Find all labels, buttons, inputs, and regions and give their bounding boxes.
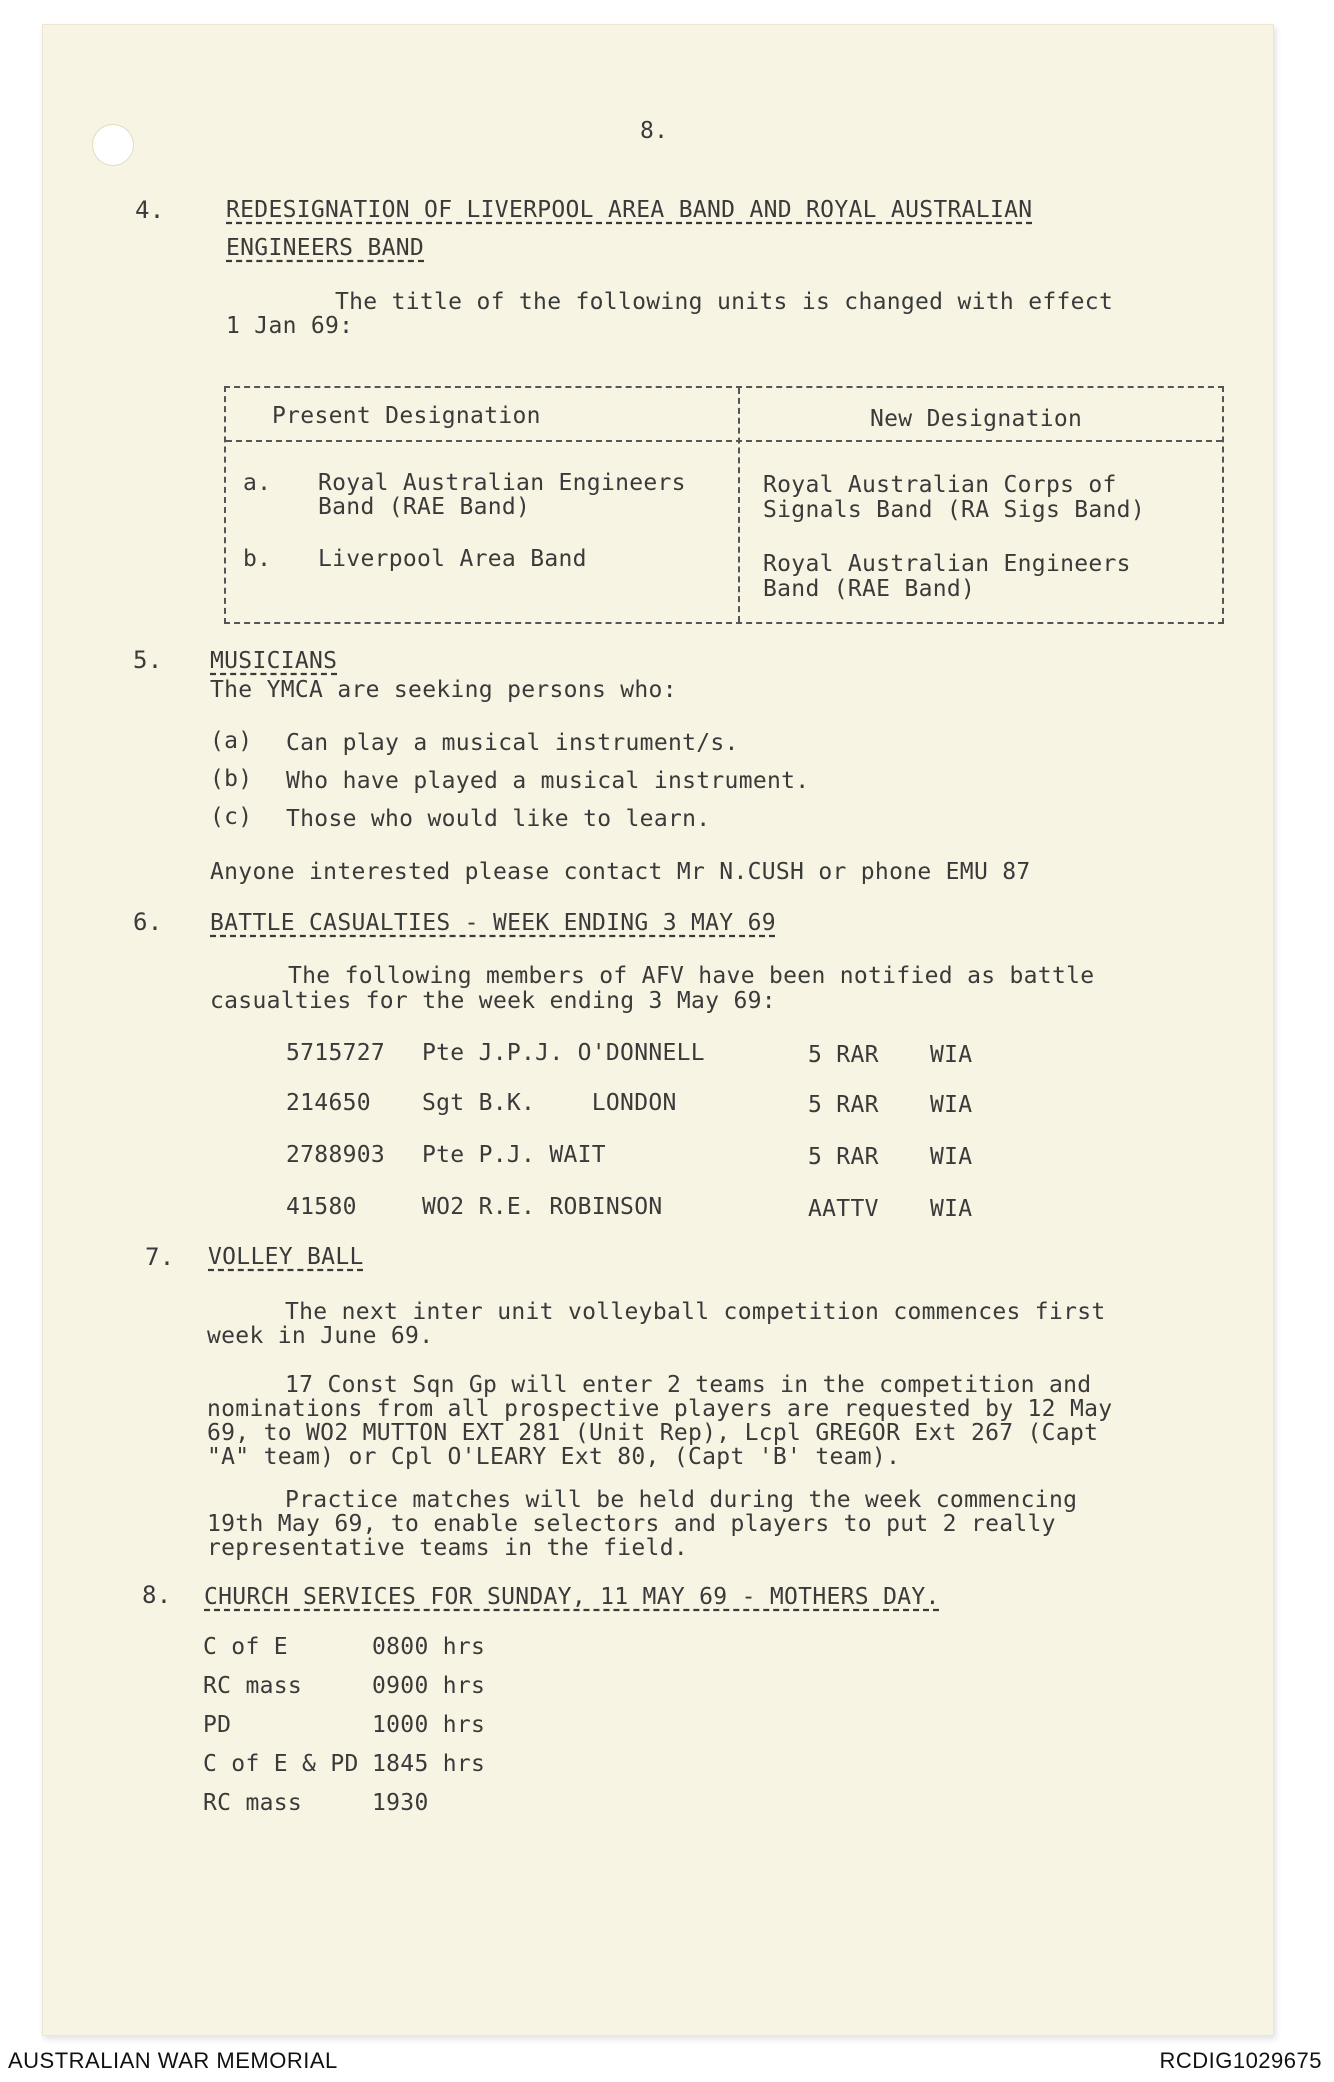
section-7-paragraph-3-line-3: representative teams in the field. — [207, 1535, 689, 1561]
casualty-unit: 5 RAR — [808, 1042, 879, 1068]
section-4-paragraph-line-1: The title of the following units is changed with effect — [335, 289, 1114, 315]
table-row-a-mark: a. — [243, 470, 272, 496]
table-column-divider — [738, 388, 740, 622]
list-item-mark: (b) — [210, 766, 253, 792]
service-name: C of E — [203, 1634, 288, 1660]
casualty-name: WO2 R.E. ROBINSON — [422, 1194, 663, 1220]
list-item-mark: (c) — [210, 804, 253, 830]
section-8-title: CHURCH SERVICES FOR SUNDAY, 11 MAY 69 - MOTHERS DAY. — [204, 1584, 940, 1610]
list-item-mark: (a) — [210, 728, 253, 754]
service-time: 1000 hrs — [372, 1712, 486, 1738]
section-5-contact: Anyone interested please contact Mr N.CUSH or phone EMU 87 — [210, 859, 1031, 885]
table-header-present: Present Designation — [272, 403, 541, 429]
service-time: 0900 hrs — [372, 1673, 486, 1699]
service-name: RC mass — [203, 1790, 303, 1816]
table-row-a-present-line-1: Royal Australian Engineers — [318, 470, 686, 496]
casualty-status: WIA — [930, 1092, 973, 1118]
table-header-divider — [226, 440, 1222, 442]
footer-institution: AUSTRALIAN WAR MEMORIAL — [8, 2048, 338, 2073]
service-time: 1845 hrs — [372, 1751, 486, 1777]
casualty-service-number: 2788903 — [286, 1142, 386, 1168]
table-row-a-present-line-2: Band (RAE Band) — [318, 494, 531, 520]
section-7-paragraph-1-line-1: The next inter unit volleyball competition commences first — [285, 1299, 1106, 1325]
table-row-b-new-line-1: Royal Australian Engineers — [763, 551, 1131, 577]
service-time: 0800 hrs — [372, 1634, 486, 1660]
section-7-paragraph-1-line-2: week in June 69. — [207, 1323, 434, 1349]
section-4-paragraph-line-2: 1 Jan 69: — [226, 313, 354, 339]
service-time: 1930 — [372, 1790, 429, 1816]
section-6-number: 6. — [133, 908, 163, 936]
casualty-unit: AATTV — [808, 1196, 879, 1222]
section-7-paragraph-2-line-1: 17 Const Sqn Gp will enter 2 teams in the competition and — [285, 1372, 1092, 1398]
casualty-name: Pte P.J. WAIT — [422, 1142, 606, 1168]
list-item-text: Who have played a musical instrument. — [286, 768, 810, 794]
list-item-text: Can play a musical instrument/s. — [286, 730, 739, 756]
section-7-paragraph-2-line-3: 69, to WO2 MUTTON EXT 281 (Unit Rep), Lcpl GREGOR Ext 267 (Capt — [207, 1420, 1099, 1446]
section-4-number: 4. — [135, 196, 165, 224]
casualty-name: Pte J.P.J. O'DONNELL — [422, 1040, 705, 1066]
footer-record-id: RCDIG1029675 — [1159, 2048, 1322, 2073]
table-header-new: New Designation — [870, 406, 1083, 432]
casualty-service-number: 5715727 — [286, 1040, 386, 1066]
table-row-b-present-line-1: Liverpool Area Band — [318, 546, 587, 572]
section-4-title-line-2: ENGINEERS BAND — [226, 235, 425, 261]
service-name: C of E & PD — [203, 1751, 359, 1777]
section-5-number: 5. — [133, 646, 163, 674]
section-4-title-line-1: REDESIGNATION OF LIVERPOOL AREA BAND AND ROYAL AUSTRALIAN — [226, 197, 1033, 223]
section-5-intro: The YMCA are seeking persons who: — [210, 677, 677, 703]
casualty-service-number: 41580 — [286, 1194, 357, 1220]
casualty-unit: 5 RAR — [808, 1144, 879, 1170]
table-row-b-new-line-2: Band (RAE Band) — [763, 576, 976, 602]
casualty-service-number: 214650 — [286, 1090, 371, 1116]
punch-hole — [92, 124, 134, 166]
casualty-status: WIA — [930, 1196, 973, 1222]
section-6-paragraph-line-1: The following members of AFV have been notified as battle — [288, 963, 1095, 989]
section-6-paragraph-line-2: casualties for the week ending 3 May 69: — [210, 988, 776, 1014]
page-number: 8. — [640, 118, 669, 144]
section-7-paragraph-3-line-1: Practice matches will be held during the week commencing — [285, 1487, 1078, 1513]
section-6-title: BATTLE CASUALTIES - WEEK ENDING 3 MAY 69 — [210, 910, 776, 936]
list-item-text: Those who would like to learn. — [286, 806, 711, 832]
section-7-paragraph-2-line-2: nominations from all prospective players are requested by 12 May — [207, 1396, 1113, 1422]
casualty-name: Sgt B.K. LONDON — [422, 1090, 677, 1116]
section-7-paragraph-3-line-2: 19th May 69, to enable selectors and players to put 2 really — [207, 1511, 1056, 1537]
table-row-a-new-line-1: Royal Australian Corps of — [763, 472, 1117, 498]
table-row-a-new-line-2: Signals Band (RA Sigs Band) — [763, 497, 1145, 523]
section-8-number: 8. — [142, 1581, 172, 1609]
table-row-b-mark: b. — [243, 546, 272, 572]
casualty-status: WIA — [930, 1144, 973, 1170]
service-name: PD — [203, 1712, 232, 1738]
section-5-title: MUSICIANS — [210, 648, 338, 674]
service-name: RC mass — [203, 1673, 303, 1699]
section-7-title: VOLLEY BALL — [208, 1244, 364, 1270]
section-7-number: 7. — [145, 1243, 175, 1271]
section-7-paragraph-2-line-4: "A" team) or Cpl O'LEARY Ext 80, (Capt 'B' team). — [207, 1444, 901, 1470]
casualty-status: WIA — [930, 1042, 973, 1068]
casualty-unit: 5 RAR — [808, 1092, 879, 1118]
